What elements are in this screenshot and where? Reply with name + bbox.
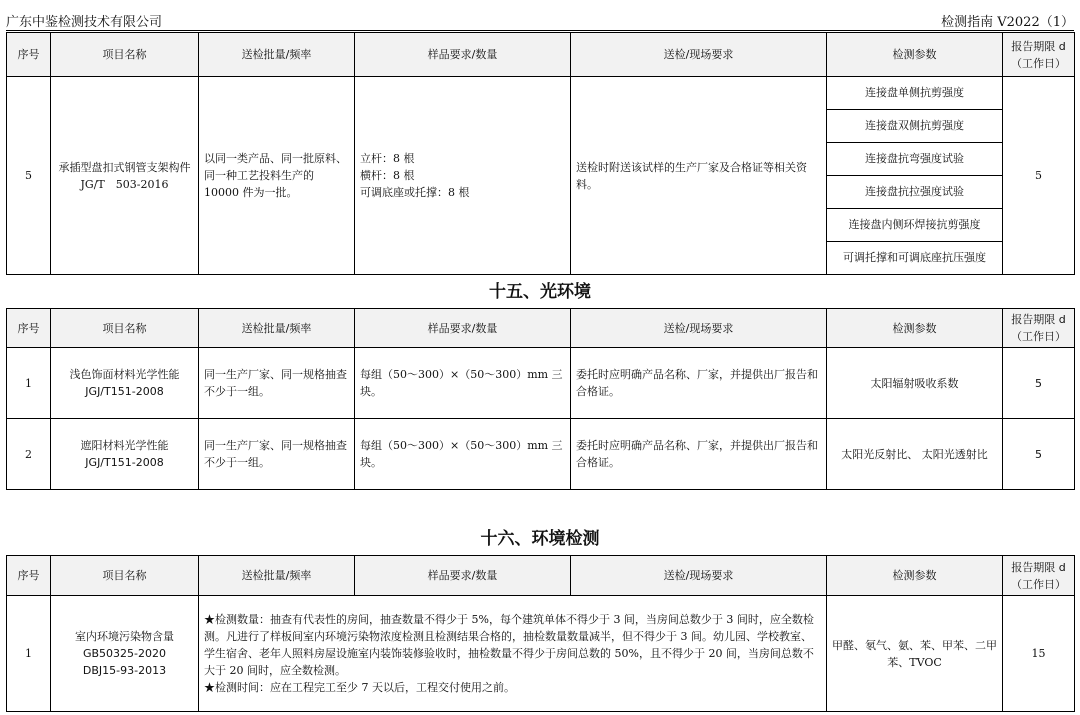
col-period: 报告期限 d（工作日） [1003, 309, 1075, 348]
col-name: 项目名称 [51, 309, 199, 348]
col-period: 报告期限 d（工作日） [1003, 556, 1075, 596]
row-params [827, 77, 1003, 275]
table-light-env [6, 308, 1075, 490]
col-no: 序号 [7, 309, 51, 348]
company-name: 广东中鉴检测技术有限公司 [6, 15, 163, 30]
col-sample: 样品要求/数量 [355, 556, 571, 596]
table-row [7, 77, 1075, 275]
col-period: 报告期限 d（工作日） [1003, 33, 1075, 77]
item-standard: JGJ/T151-2008 [85, 456, 164, 469]
row-site: 委托时应明确产品名称、厂家，并提供出厂报告和合格证。 [571, 419, 827, 490]
item-name: 承插型盘扣式钢管支架构件 [58, 160, 191, 174]
row-name [51, 348, 199, 419]
param-item: 连接盘单侧抗剪强度 [827, 77, 1002, 110]
item-name: 遮阳材料光学性能 [80, 439, 169, 452]
item-name: 浅色饰面材料光学性能 [69, 368, 180, 381]
col-params: 检测参数 [827, 309, 1003, 348]
col-site: 送检/现场要求 [571, 556, 827, 596]
page-header [6, 10, 1074, 31]
col-params: 检测参数 [827, 33, 1003, 77]
table-row [7, 348, 1075, 419]
param-item: 可调托撑和可调底座抗压强度 [843, 251, 986, 264]
item-standard: DBJ15-93-2013 [82, 664, 167, 677]
row-batch: 以同一类产品、同一批原料、同一种工艺投料生产的 10000 件为一批。 [199, 77, 355, 275]
section-title-environment: 十六、环境检测 [480, 529, 600, 549]
row-params: 太阳光反射比、 太阳光透射比 [827, 419, 1003, 490]
row-notes [199, 596, 827, 712]
item-standard: JGJ/T151-2008 [85, 385, 164, 398]
col-no: 序号 [7, 33, 51, 77]
param-item: 连接盘抗弯强度试验 [827, 143, 1002, 176]
row-batch: 同一生产厂家、同一规格抽查不少于一组。 [199, 348, 355, 419]
table-row [7, 419, 1075, 490]
col-params: 检测参数 [827, 556, 1003, 596]
row-period: 5 [1003, 348, 1075, 419]
row-params: 太阳辐射吸收系数 [827, 348, 1003, 419]
row-period: 15 [1003, 596, 1075, 712]
table-header-row [7, 556, 1075, 596]
row-period: 5 [1003, 77, 1075, 275]
note-time: ★检测时间：应在工程完工至少 7 天以后，工程交付使用之前。 [204, 681, 515, 694]
param-item: 连接盘双侧抗剪强度 [827, 110, 1002, 143]
param-item: 连接盘抗拉强度试验 [827, 176, 1002, 209]
item-standard: GB50325-2020 [82, 647, 167, 660]
col-site: 送检/现场要求 [571, 33, 827, 77]
row-period: 5 [1003, 419, 1075, 490]
row-site: 送检时附送该试样的生产厂家及合格证等相关资料。 [571, 77, 827, 275]
row-batch: 同一生产厂家、同一规格抽查不少于一组。 [199, 419, 355, 490]
row-sample [355, 77, 571, 275]
item-standard: JG/T 503-2016 [80, 177, 169, 191]
row-no: 1 [7, 596, 51, 712]
doc-version: 检测指南 V2022（1） [941, 15, 1074, 30]
row-site: 委托时应明确产品名称、厂家，并提供出厂报告和合格证。 [571, 348, 827, 419]
row-name [51, 77, 199, 275]
table-header-row [7, 33, 1075, 77]
sample-line: 立杆：8 根 [360, 152, 415, 165]
table-scaffold [6, 32, 1075, 275]
col-sample: 样品要求/数量 [355, 309, 571, 348]
row-no: 5 [7, 77, 51, 275]
row-no: 2 [7, 419, 51, 490]
sample-line: 可调底座或托撑：8 根 [360, 186, 470, 199]
section-title-light: 十五、光环境 [489, 282, 591, 302]
table-row [7, 596, 1075, 712]
col-batch: 送检批量/频率 [199, 33, 355, 77]
row-params: 甲醛、氡气、氨、苯、甲苯、二甲苯、TVOC [827, 596, 1003, 712]
item-name: 室内环境污染物含量 [75, 630, 174, 643]
col-name: 项目名称 [51, 33, 199, 77]
row-name [51, 596, 199, 712]
table-environment [6, 555, 1075, 712]
param-item: 连接盘内侧环焊接抗剪强度 [827, 209, 1002, 242]
row-no: 1 [7, 348, 51, 419]
col-batch: 送检批量/频率 [199, 556, 355, 596]
col-batch: 送检批量/频率 [199, 309, 355, 348]
sample-line: 横杆：8 根 [360, 169, 415, 182]
col-name: 项目名称 [51, 556, 199, 596]
note-quantity: ★检测数量：抽查有代表性的房间，抽查数量不得少于 5%，每个建筑单体不得少于 3 间，当房间总数少于 3 间时，应全数检测。凡进行了样板间室内环境污染物浓度检测且检测结果合格的，抽检数量数量减半，但不得少于 3 间。幼儿园、学校教室、学生宿舍、老年人照料房屋设施室内装饰装修验收时，抽检数量不得少于房间总数的 50%，且不得少于 20 间，当房间总数不大于 20 间时，应全数检测。 [204, 613, 814, 677]
row-sample: 每组（50～300）×（50～300）mm 三块。 [355, 419, 571, 490]
row-name [51, 419, 199, 490]
table-header-row [7, 309, 1075, 348]
col-no: 序号 [7, 556, 51, 596]
row-sample: 每组（50～300）×（50～300）mm 三块。 [355, 348, 571, 419]
col-site: 送检/现场要求 [571, 309, 827, 348]
col-sample: 样品要求/数量 [355, 33, 571, 77]
